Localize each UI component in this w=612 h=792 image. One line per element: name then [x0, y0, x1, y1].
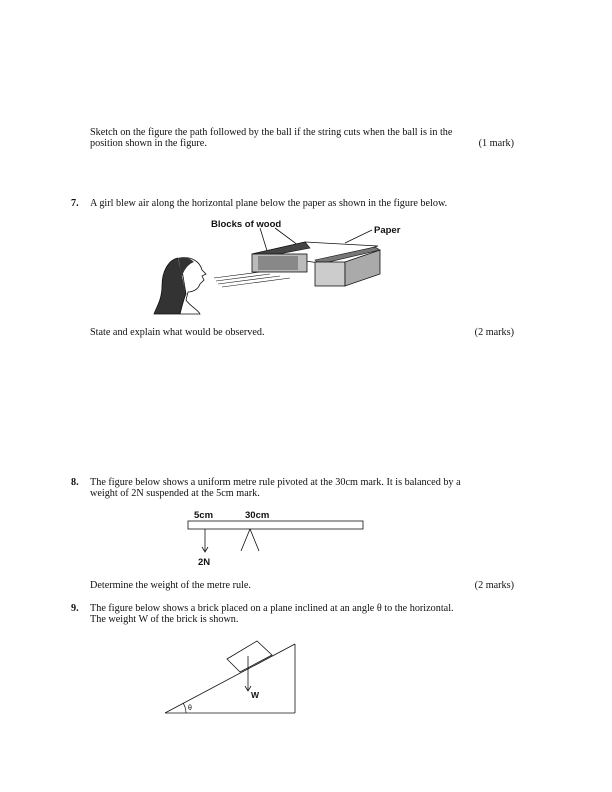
q8-prompt-row: [90, 580, 514, 591]
q7-label-blocks: Blocks of wood: [211, 219, 282, 230]
q9-text-line2: The weight W of the brick is shown.: [90, 614, 239, 625]
q7-label-paper: Paper: [374, 225, 401, 236]
q8-figure-metre-rule: [180, 505, 380, 565]
q8-marks: (2 marks): [474, 580, 514, 591]
q9-label-theta: θ: [188, 705, 192, 712]
q8-label-30cm: 30cm: [245, 510, 270, 521]
q6-marks: (1 mark): [478, 138, 514, 149]
q8-label-2n: 2N: [198, 557, 211, 568]
q8-label-5cm: 5cm: [194, 510, 214, 521]
q7-number: 7.: [71, 198, 79, 209]
q6-text-line1: Sketch on the figure the path followed by the ball if the string cuts when the ball is in the: [90, 127, 453, 138]
q7-text: A girl blew air along the horizontal plane below the paper as shown in the figure below.: [90, 198, 448, 209]
q8-text-line1: The figure below shows a uniform metre rule pivoted at the 30cm mark. It is balanced by a: [90, 477, 461, 488]
q7-prompt-row: [90, 327, 514, 338]
q6-text-line2-row: [90, 138, 514, 149]
q8-text-line2: weight of 2N suspended at the 5cm mark.: [90, 488, 260, 499]
q8-number: 8.: [71, 477, 79, 488]
q9-number: 9.: [71, 603, 79, 614]
q6-text-line2: position shown in the figure.: [90, 138, 207, 149]
q9-figure-inclined-plane: [150, 630, 310, 720]
q9-label-w: W: [251, 690, 260, 700]
q7-prompt: State and explain what would be observed.: [90, 327, 265, 338]
q8-prompt: Determine the weight of the metre rule.: [90, 580, 251, 591]
q7-figure-girl-blowing: [140, 210, 420, 320]
q9-text-line1: The figure below shows a brick placed on a plane inclined at an angle θ to the horizontal.: [90, 603, 454, 614]
q7-marks: (2 marks): [474, 327, 514, 338]
